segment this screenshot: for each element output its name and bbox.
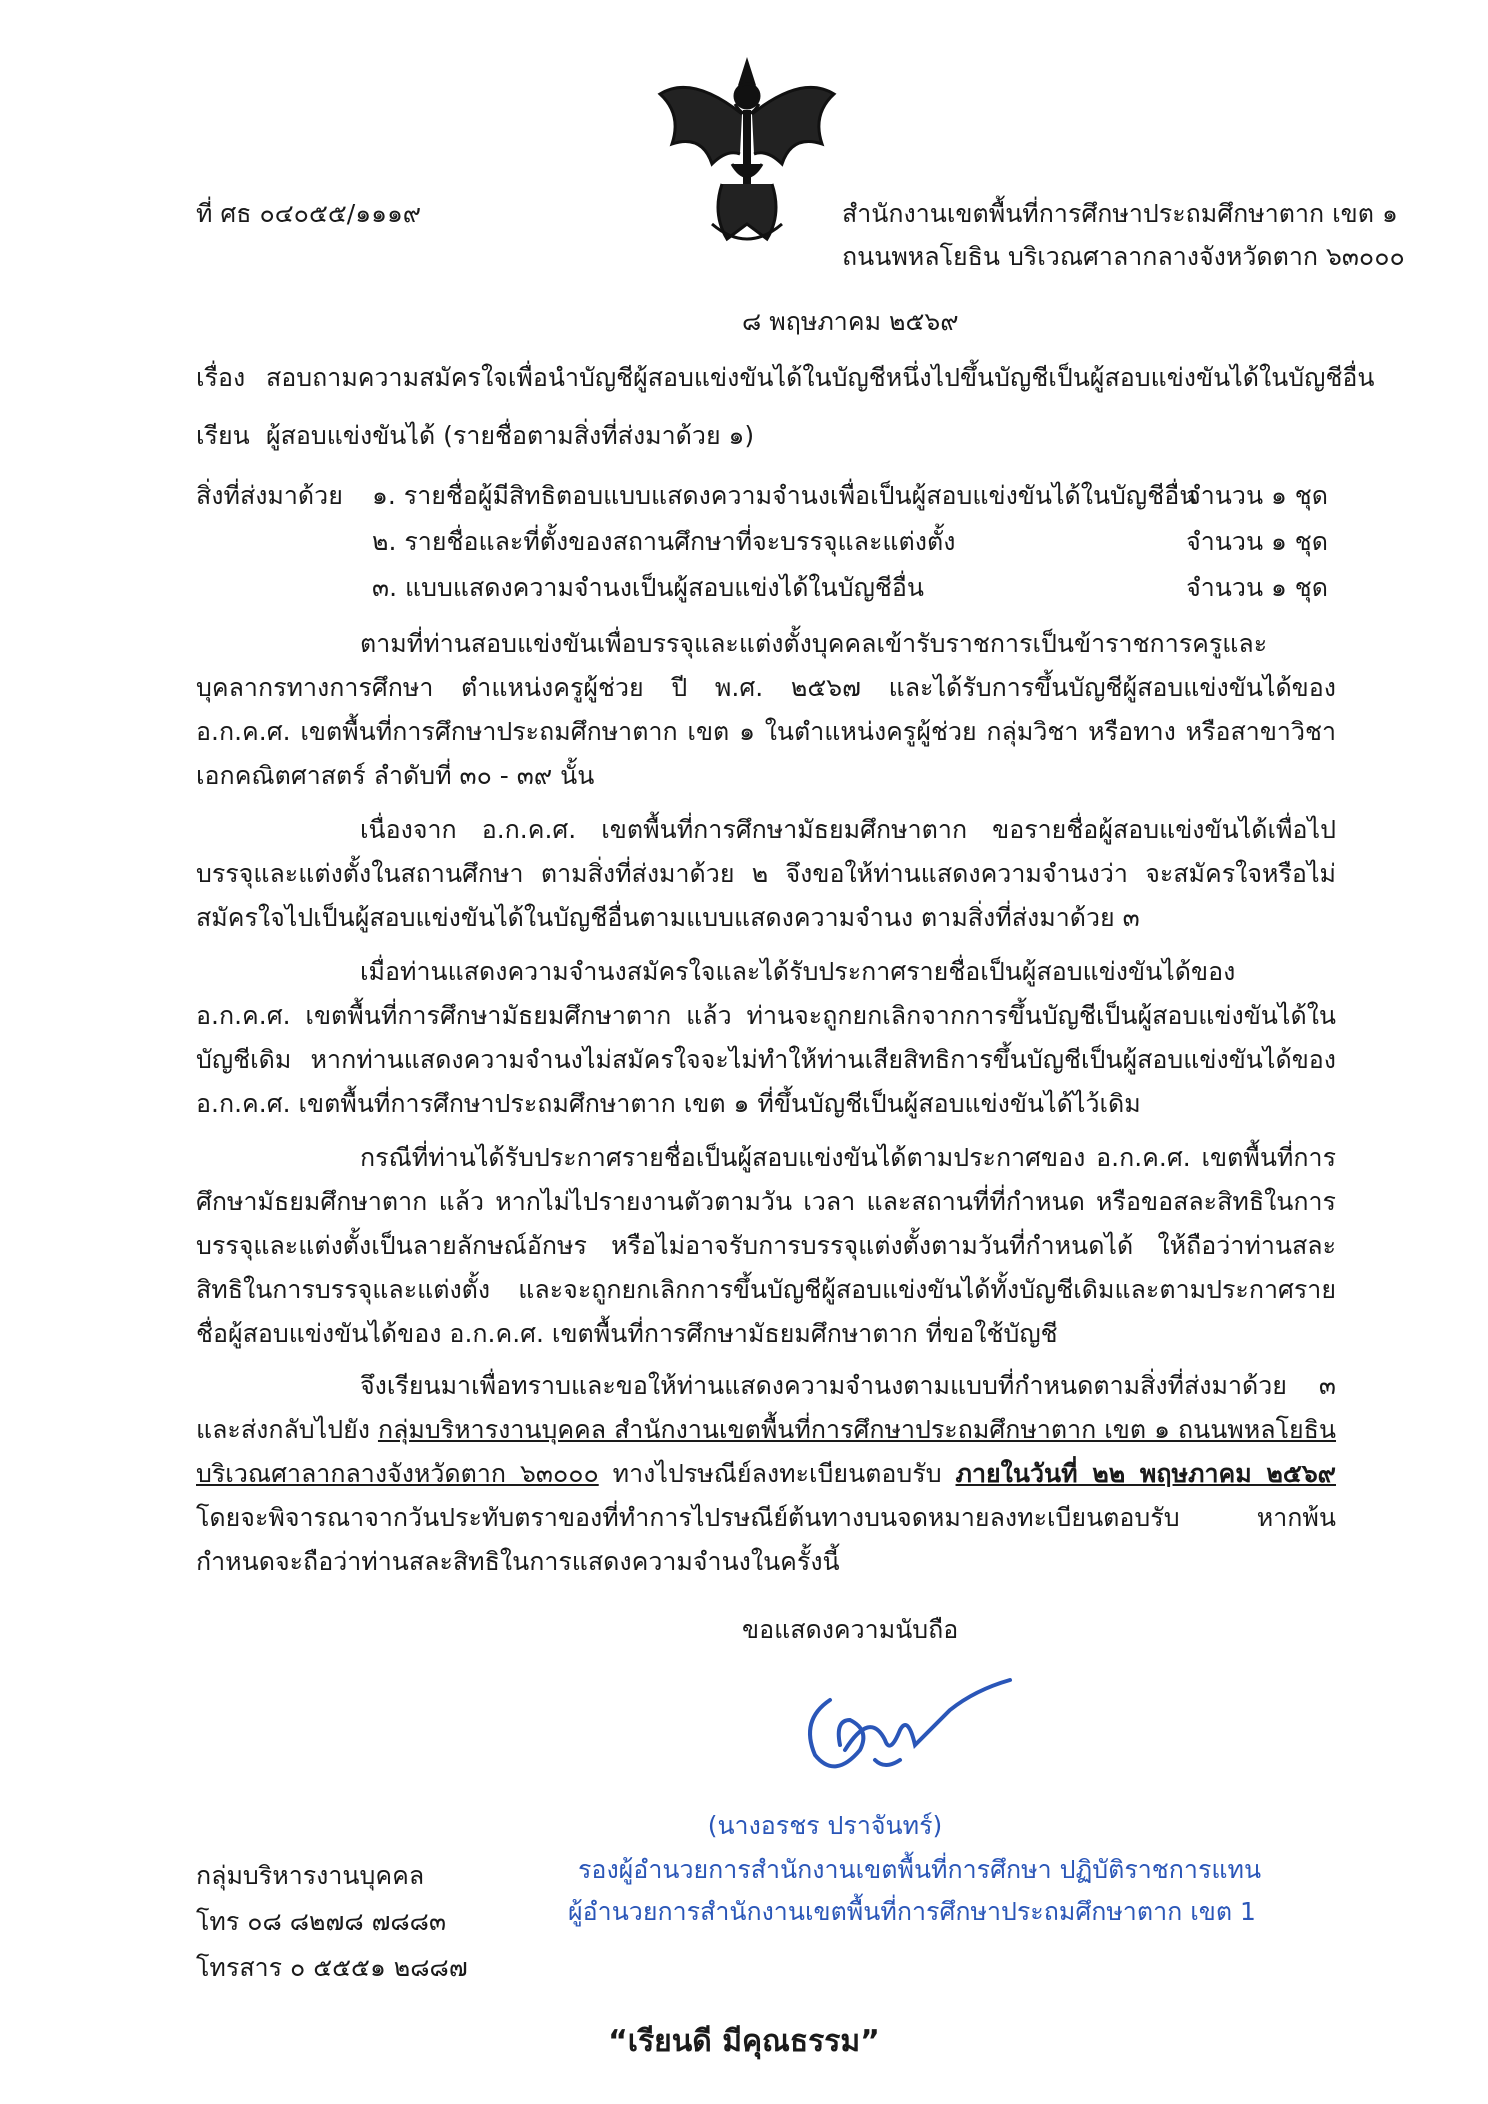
recipient-text: ผู้สอบแข่งขันได้ (รายชื่อตามสิ่งที่ส่งมาด้วย ๑): [266, 421, 755, 450]
signatory-title: รองผู้อำนวยการสำนักงานเขตพื้นที่การศึกษา ปฏิบัติราชการแทน: [578, 1855, 1262, 1884]
body-paragraph-5: [196, 1364, 1336, 1584]
paragraph-request: [196, 1364, 1336, 1584]
body-paragraph-2: เนื่องจาก อ.ก.ค.ศ. เขตพื้นที่การศึกษามัธยมศึกษาตาก ขอรายชื่อผู้สอบแข่งขันได้เพื่อไปบรรจุและแต่งตั้งในสถานศึกษา ตามสิ่งที่ส่งมาด้วย ๒ จึงขอให้ท่านแสดงความจำนงว่า จะสมัครใจหรือไม่สมัครใจไปเป็นผู้สอบแข่งขันได้ในบัญชีอื่นตามแบบแสดงความจำนง ตามสิ่งที่ส่งมาด้วย ๓: [196, 815, 1336, 932]
body-paragraph-1: ตามที่ท่านสอบแข่งขันเพื่อบรรจุและแต่งตั้งบุคคลเข้ารับราชการเป็นข้าราชการครูและบุคลากรทางการศึกษา ตำแหน่งครูผู้ช่วย ปี พ.ศ. ๒๕๖๗ และได้รับการขึ้นบัญชีผู้สอบแข่งขันได้ของ อ.ก.ค.ศ. เขตพื้นที่การศึกษาประถมศึกษาตาก เขต ๑ ในตำแหน่งครูผู้ช่วย กลุ่มวิชา หรือทาง หรือสาขาวิชาเอกคณิตศาสตร์ ลำดับที่ ๓๐ - ๓๙ นั้น: [196, 629, 1336, 790]
return-address: กลุ่มบริหารงานบุคคล สำนักงานเขตพื้นที่การศึกษาประถมศึกษาตาก เขต ๑ ถนนพหลโยธิน บริเวณศาลากลางจังหวัดตาก ๖๓๐๐๐: [196, 1415, 1337, 1488]
office-address: ถนนพหลโยธิน บริเวณศาลากลางจังหวัดตาก ๖๓๐๐๐: [842, 242, 1405, 271]
attachment-qty: จำนวน ๑ ชุด: [1186, 481, 1328, 510]
recipient-label: เรียน: [196, 421, 250, 450]
attachment-text: ๑. รายชื่อผู้มีสิทธิตอบแบบแสดงความจำนงเพื่อเป็นผู้สอบแข่งขันได้ในบัญชีอื่น: [372, 481, 1197, 510]
contact-fax: โทรสาร ๐ ๕๕๕๑ ๒๘๘๗: [196, 1953, 468, 1982]
office-name: สำนักงานเขตพื้นที่การศึกษาประถมศึกษาตาก เขต ๑: [842, 199, 1398, 228]
closing-salutation: ขอแสดงความนับถือ: [742, 1615, 959, 1644]
request-text: จึงเรียนมาเพื่อทราบและขอให้ท่านแสดงความจำนงตามแบบที่กำหนดตามสิ่งที่ส่งมาด้วย ๓ และส่งกลับไปยัง: [196, 1371, 1336, 1444]
reference-number: ที่ ศธ ๐๔๐๕๕/๑๑๑๙: [196, 199, 422, 228]
deadline: ภายในวันที่ ๒๒ พฤษภาคม ๒๕๖๙: [955, 1459, 1336, 1488]
signature-image: [790, 1660, 1020, 1790]
document-date: ๘ พฤษภาคม ๒๕๖๙: [742, 307, 959, 336]
body-paragraph-3: เมื่อท่านแสดงความจำนงสมัครใจและได้รับประกาศรายชื่อเป็นผู้สอบแข่งขันได้ของ อ.ก.ค.ศ. เขตพื้นที่การศึกษามัธยมศึกษาตาก แล้ว ท่านจะถูกยกเลิกจากการขึ้นบัญชีเป็นผู้สอบแข่งขันได้ในบัญชีเดิม หากท่านแสดงความจำนงไม่สมัครใจจะไม่ทำให้ท่านเสียสิทธิการขึ้นบัญชีเป็นผู้สอบแข่งขันได้ของ อ.ก.ค.ศ. เขตพื้นที่การศึกษาประถมศึกษาตาก เขต ๑ ที่ขึ้นบัญชีเป็นผู้สอบแข่งขันได้ไว้เดิม: [196, 957, 1336, 1118]
attachment-item: [196, 474, 1336, 518]
body-paragraph-4: กรณีที่ท่านได้รับประกาศรายชื่อเป็นผู้สอบแข่งขันได้ตามประกาศของ อ.ก.ค.ศ. เขตพื้นที่การศึกษามัธยมศึกษาตาก แล้ว หากไม่ไปรายงานตัวตามวัน เวลา และสถานที่ที่กำหนด หรือขอสละสิทธิในการบรรจุและแต่งตั้งเป็นลายลักษณ์อักษร หรือไม่อาจรับการบรรจุแต่งตั้งตามวันที่กำหนดได้ ให้ถือว่าท่านสละสิทธิในการบรรจุและแต่งตั้ง และจะถูกยกเลิกการขึ้นบัญชีผู้สอบแข่งขันได้ทั้งบัญชีเดิมและตามประกาศรายชื่อผู้สอบแข่งขันได้ของ อ.ก.ค.ศ. เขตพื้นที่การศึกษามัธยมศึกษาตาก ที่ขอใช้บัญชี: [196, 1143, 1336, 1348]
subject-text: สอบถามความสมัครใจเพื่อนำบัญชีผู้สอบแข่งขันได้ในบัญชีหนึ่งไปขึ้นบัญชีเป็นผู้สอบแข่งขันได้ในบัญชีอื่น: [266, 363, 1375, 392]
paragraph-waiver: [196, 1136, 1336, 1356]
paragraph-consequence: [196, 950, 1336, 1126]
attachment-text: ๒. รายชื่อและที่ตั้งของสถานศึกษาที่จะบรรจุและแต่งตั้ง: [372, 527, 956, 556]
subject-label: เรื่อง: [196, 363, 246, 392]
contact-department: กลุ่มบริหารงานบุคคล: [196, 1861, 425, 1890]
request-condition: โดยจะพิจารณาจากวันประทับตราของที่ทำการไปรษณีย์ต้นทางบนจดหมายลงทะเบียนตอบรับ หากพ้นกำหนดจะถือว่าท่านสละสิทธิในการแสดงความจำนงในครั้งนี้: [196, 1503, 1336, 1576]
motto: “เรียนดี มีคุณธรรม”: [608, 2024, 880, 2059]
paragraph-reason: [196, 808, 1336, 940]
attachment-qty: จำนวน ๑ ชุด: [1186, 527, 1328, 556]
signatory-name: (นางอรชร ปราจันทร์): [707, 1811, 943, 1840]
attachments-label: สิ่งที่ส่งมาด้วย: [196, 481, 343, 510]
mail-method: ทางไปรษณีย์ลงทะเบียนตอบรับ: [598, 1459, 956, 1488]
signatory-title-2: ผู้อำนวยการสำนักงานเขตพื้นที่การศึกษาประถมศึกษาตาก เขต 1: [568, 1897, 1256, 1926]
contact-phone: โทร ๐๘ ๘๒๗๘ ๗๘๘๓: [196, 1907, 447, 1936]
attachment-item: [196, 566, 1336, 610]
attachment-qty: จำนวน ๑ ชุด: [1186, 573, 1328, 602]
paragraph-background: [196, 622, 1336, 798]
garuda-emblem-icon: [652, 54, 842, 254]
attachment-item: [196, 520, 1336, 564]
attachment-text: ๓. แบบแสดงความจำนงเป็นผู้สอบแข่งได้ในบัญชีอื่น: [372, 573, 924, 602]
